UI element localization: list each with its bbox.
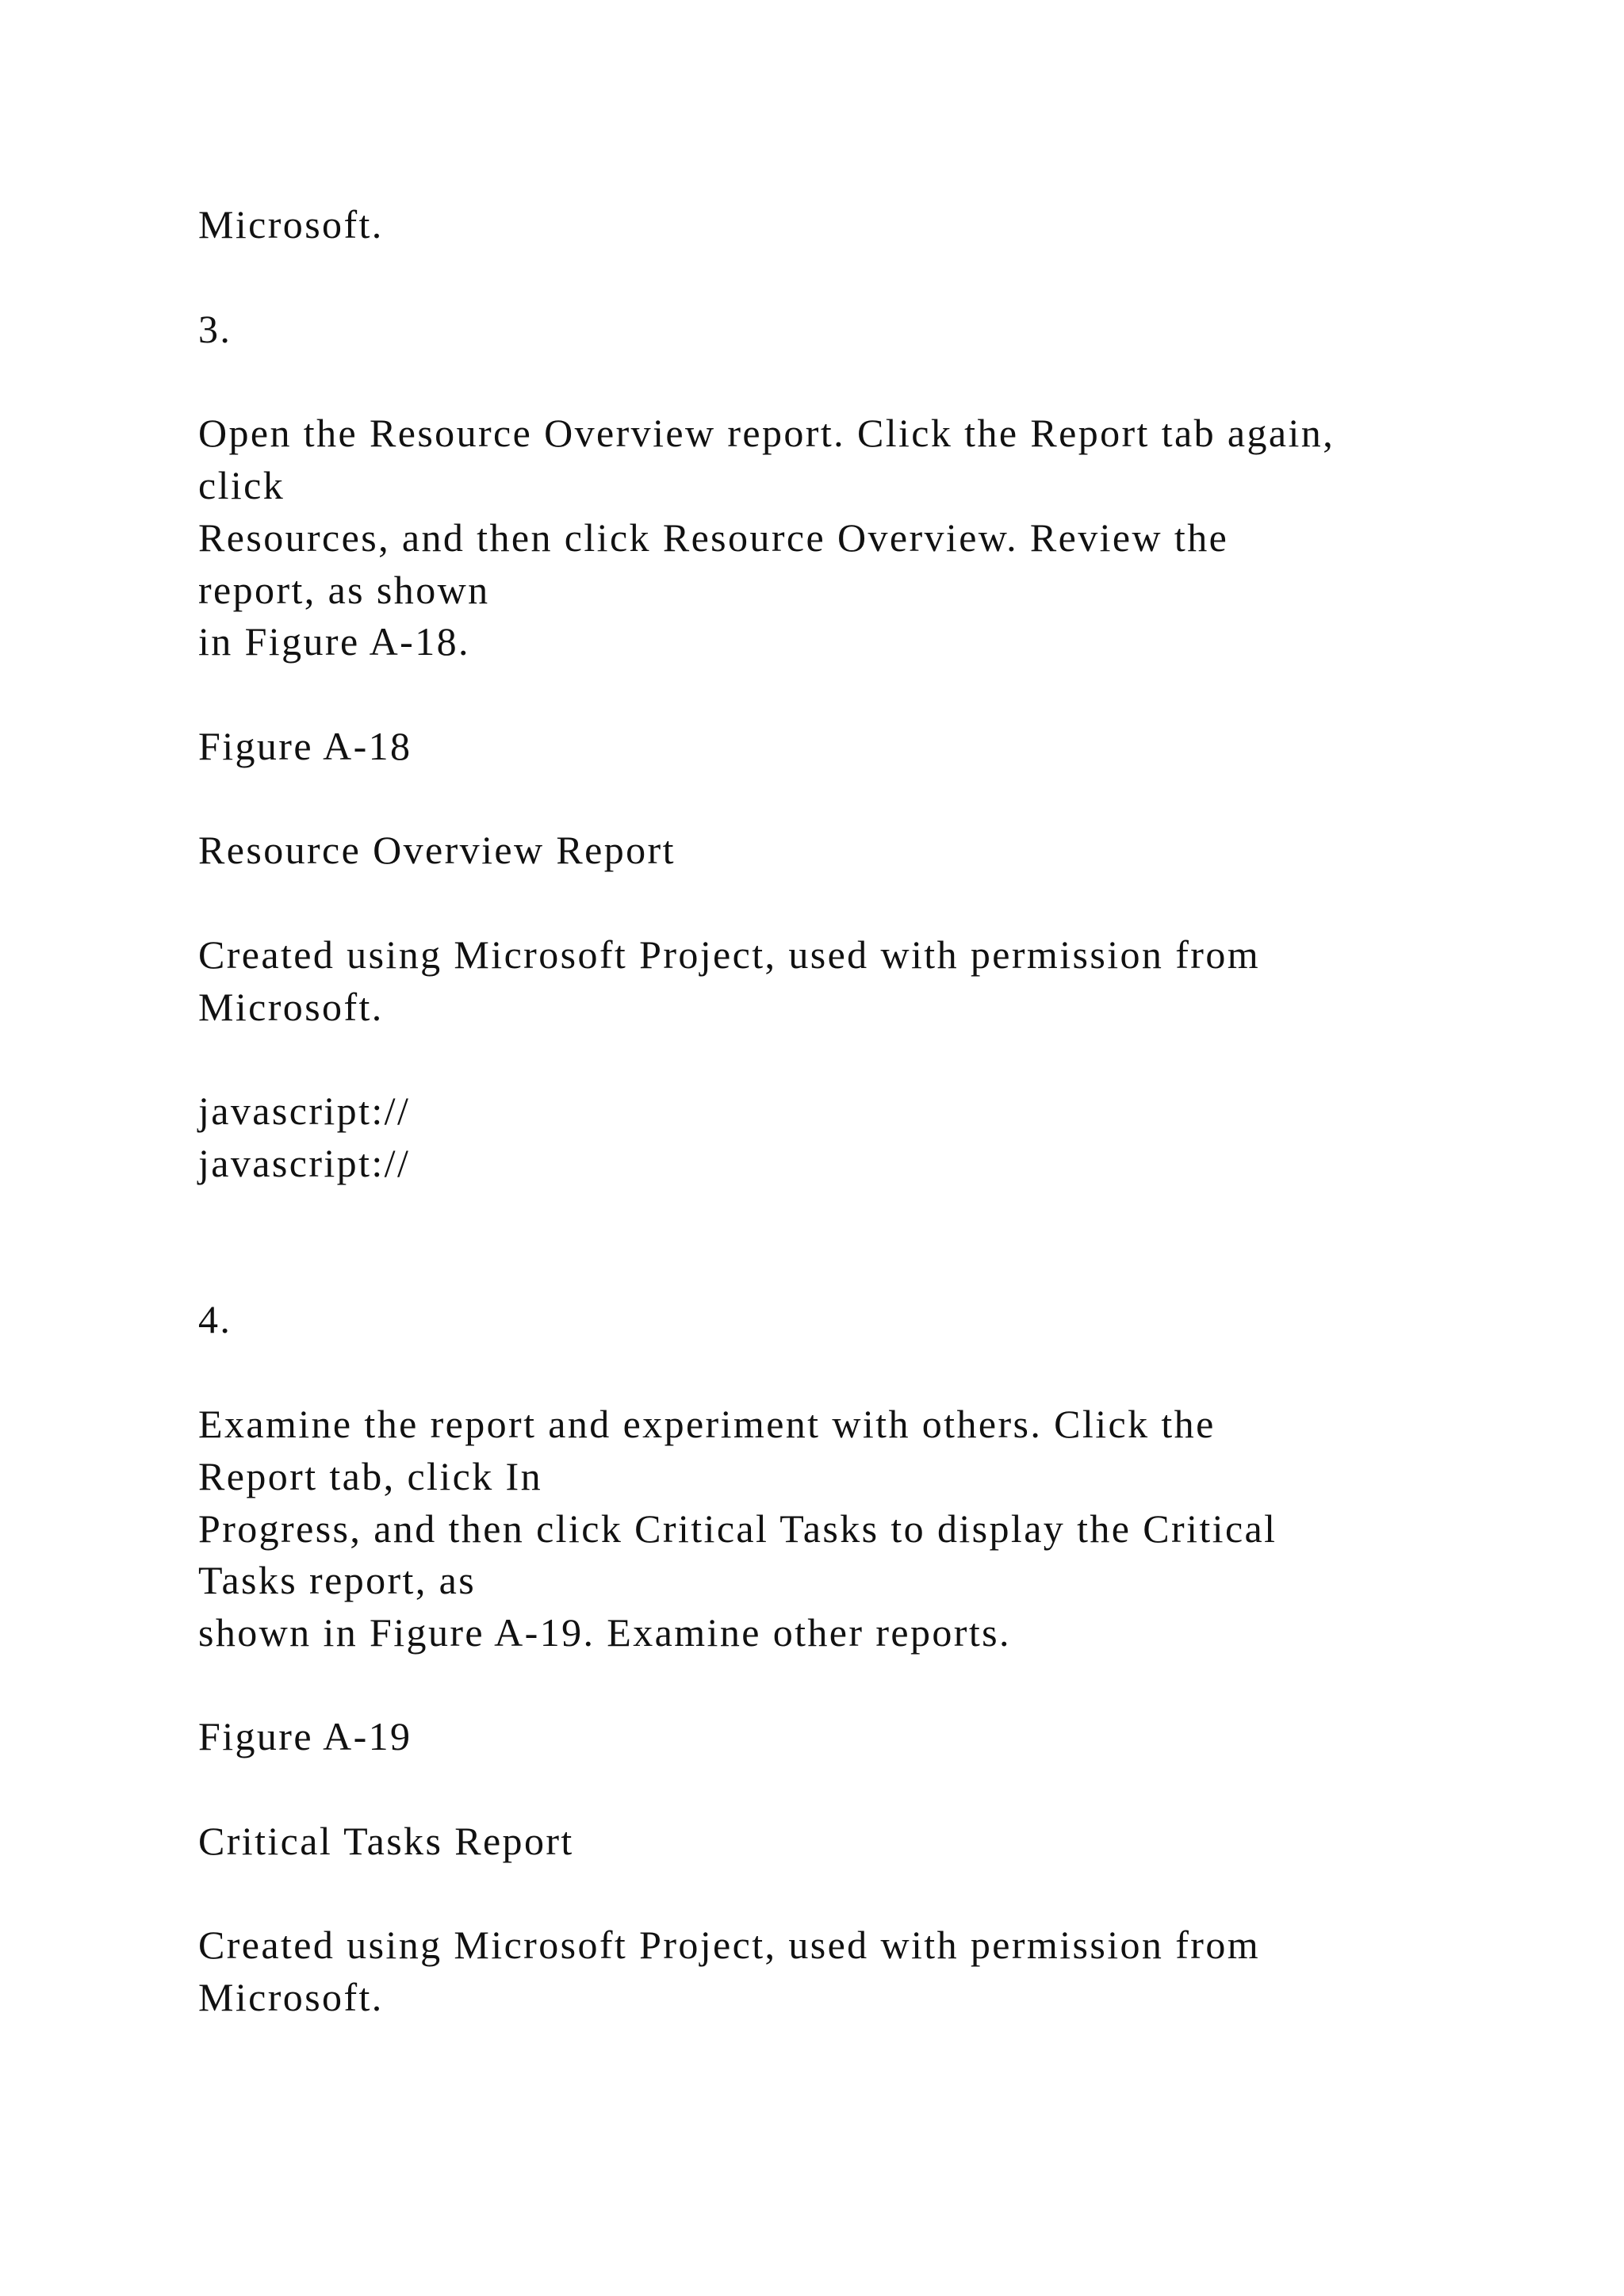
step-number: 4. — [198, 1297, 232, 1341]
text-line: Resources, and then click Resource Overview. Review the — [198, 515, 1229, 560]
text-line: in Figure A-18. — [198, 619, 470, 664]
figure-credit: Created using Microsoft Project, used with permission from — [198, 932, 1261, 977]
link-text: javascript:// — [198, 1089, 411, 1133]
figure-label: Figure A-18 — [198, 724, 412, 768]
figure-label: Figure A-19 — [198, 1714, 412, 1758]
text-line: Microsoft. — [198, 202, 384, 247]
text-line: Progress, and then click Critical Tasks to display the Critical — [198, 1506, 1277, 1551]
text-line: Examine the report and experiment with others. Click the — [198, 1402, 1216, 1446]
figure-title: Resource Overview Report — [198, 828, 676, 872]
step-number: 3. — [198, 307, 232, 351]
figure-credit: Created using Microsoft Project, used with permission from — [198, 1923, 1261, 1967]
text-line: Tasks report, as — [198, 1558, 477, 1602]
text-line: shown in Figure A-19. Examine other reports. — [198, 1610, 1011, 1655]
figure-credit: Microsoft. — [198, 1975, 384, 2019]
link-text: javascript:// — [198, 1141, 411, 1185]
text-line: report, as shown — [198, 568, 490, 612]
text-line: Report tab, click In — [198, 1454, 542, 1498]
text-line: Open the Resource Overview report. Click the Report tab again, — [198, 411, 1335, 455]
figure-title: Critical Tasks Report — [198, 1819, 574, 1863]
figure-credit: Microsoft. — [198, 985, 384, 1029]
text-line: click — [198, 463, 285, 507]
